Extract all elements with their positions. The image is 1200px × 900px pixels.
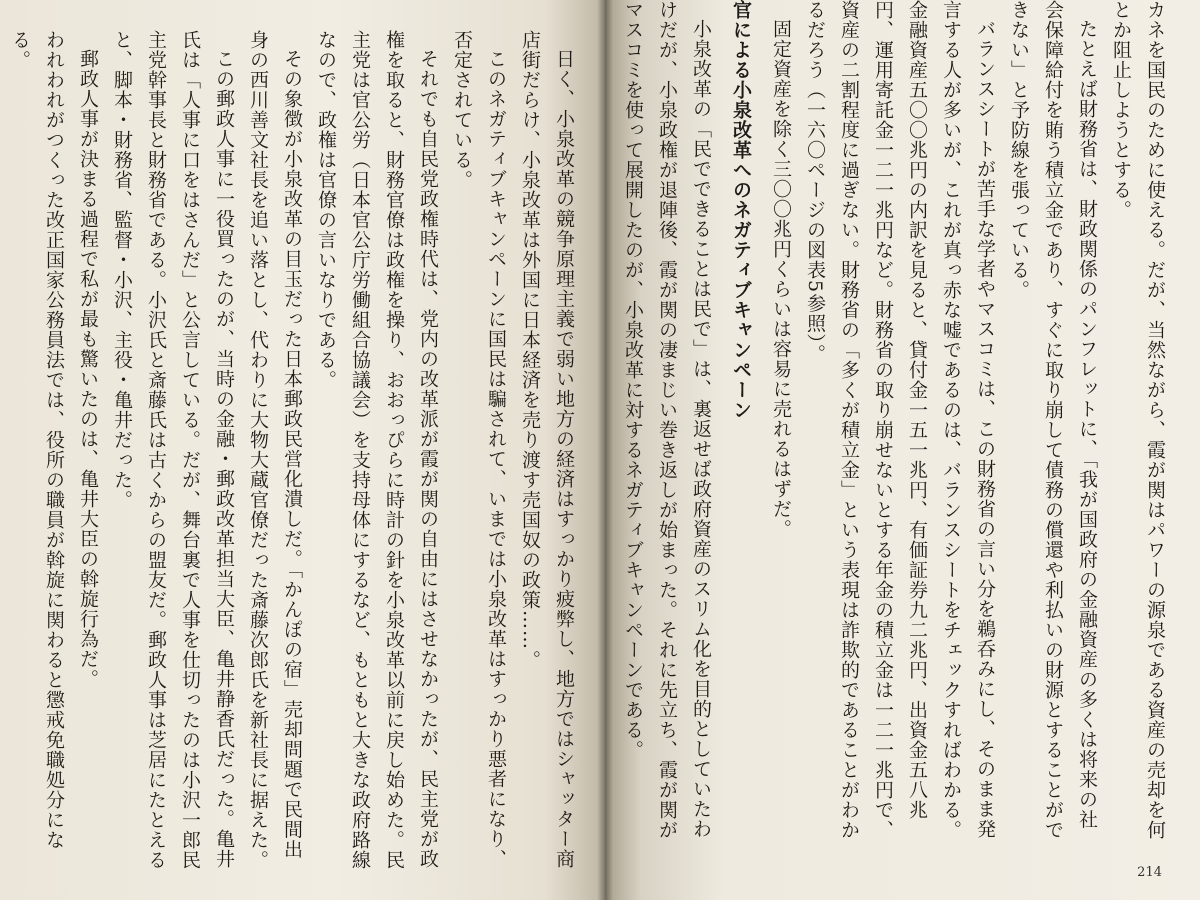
page-number: 214 [1137,865,1162,880]
text-line: なので、政権は官僚の言いなりである。 [315,30,337,390]
book-gutter [597,0,613,900]
text-line: カネを国民のために使える。だが、当然ながら、霞が関はパワーの源泉である資産の売却を何 [1144,0,1166,840]
text-line: 主党は官公労（日本官公庁労働組合協議会）を支持母体にするなど、もともと大きな政府路線 [349,30,371,870]
text-line: それでも自民党政権時代は、党内の改革派が霞が関の自由にはさせなかったが、民主党が政 [417,49,439,869]
text-line: 身の西川善文社長を追い落とし、代わりに大物大蔵官僚だった斎藤次郎氏を新社長に据えた。 [247,30,269,870]
text-line: と、脚本・財務省、監督・小沢、主役・亀井だった。 [111,30,133,510]
text-line: るだろう（一六〇ページの図表5参照）。 [804,0,826,364]
text-line: 資産の二割程度に過ぎない。財務省の「多くが積立金」という表現は詐欺的であることがわか [838,0,860,840]
text-line: 否定されている。 [451,30,473,190]
right-page-text [622,0,1172,875]
text-line: 氏は「人事に口をはさんだ」と公言している。だが、舞台裏で人事を仕切ったのは小沢一郎民 [179,30,201,870]
text-line: る。 [9,30,31,70]
text-line: その象徴が小泉改革の目玉だった日本郵政民営化潰しだ。「かんぽの宿」売却問題で民間出 [281,49,303,860]
right-page [605,0,1200,900]
text-line: マスコミを使って展開したのが、小泉改革に対するネガティブキャンペーンである。 [622,0,644,760]
text-line: このネガティブキャンペーンに国民は騙されて、いまでは小泉改革はすっかり悪者になり、 [485,49,507,869]
section-heading: 官による小泉改革へのネガティブキャンペーン [730,0,752,420]
text-line: 円、運用寄託金一二一兆円など。財務省の取り崩せないとする年金の積立金は一二一兆円で、 [872,0,894,840]
text-line: 金融資産五〇〇兆円の内訳を見ると、貸付金一五一兆円、有価証券九二兆円、出資金五八兆 [906,0,928,820]
text-line: 店街だらけ、小泉改革は外国に日本経済を売り渡す売国奴の政策……。 [519,30,541,670]
text-line: 日く、小泉改革の競争原理主義で弱い地方の経済はすっかり疲弊し、地方ではシャッター商 [553,49,575,869]
text-line: 権を取ると、財務官僚は政権を操り、おおっぴらに時計の針を小泉改革以前に戻し始めた。民 [383,30,405,870]
text-line: とか阻止しようとする。 [1110,0,1132,220]
text-line [0,30,3,875]
text-line: この郵政人事に一役買ったのが、当時の金融・郵政改革担当大臣、亀井静香氏だった。亀井 [213,49,235,869]
left-page-text [9,30,581,875]
text-line: けだが、小泉政権が退陣後、霞が関の凄まじい巻き返しが始まった。それに先立ち、霞が関が [656,0,678,840]
text-line: 小泉改革の「民でできることは民で」は、裏返せば政府資産のスリム化を目的としていたわ [690,19,712,839]
text-line: きない」と予防線を張っている。 [1008,0,1030,300]
text-line: われわれがつくった改正国家公務員法では、役所の職員が斡旋に関わると懲戒免職処分にな [43,30,65,850]
text-line: 主党幹事長と財務省である。小沢氏と斎藤氏は古くからの盟友だ。郵政人事は芝居にたとえる [145,30,167,870]
text-line: 郵政人事が決まる過程で私が最も驚いたのは、亀井大臣の斡旋行為だ。 [77,49,99,689]
text-line: 言する人が多いが、これが真っ赤な嘘であるのは、バランスシートをチェックすればわかる。 [940,0,962,840]
text-line: バランスシートが苦手な学者やマスコミは、この財務省の言い分を鵜呑みにし、そのまま発 [974,19,996,839]
text-line: たとえば財務省は、財政関係のパンフレットに、「我が国政府の金融資産の多くは将来の社 [1076,19,1098,830]
text-line: 会保障給付を賄う積立金であり、すぐに取り崩して債務の償還や利払いの財源とすることがで [1042,0,1064,840]
text-line: 固定資産を除く三〇〇兆円くらいは容易に売れるはずだ。 [770,19,792,539]
